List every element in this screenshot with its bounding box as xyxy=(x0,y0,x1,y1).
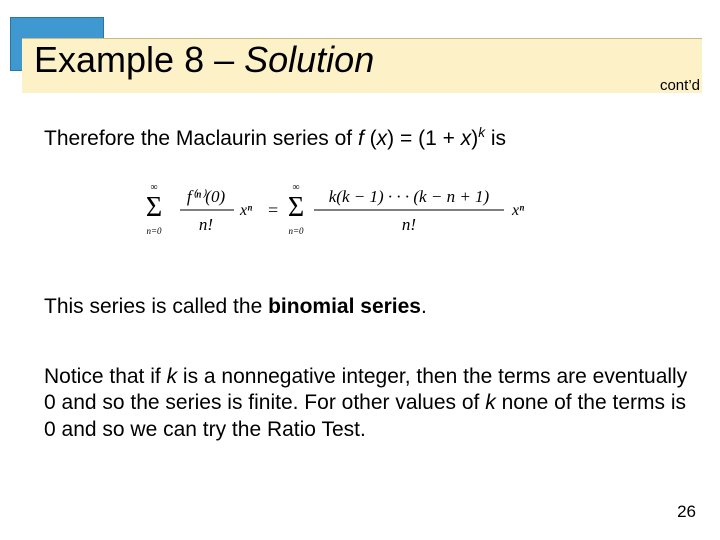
sum-lower-limit: n=0 xyxy=(288,226,304,236)
sum-sigma: Σ xyxy=(145,192,163,223)
intro-text: Therefore the Maclaurin series of xyxy=(44,127,358,150)
slide-title-italic: Solution xyxy=(244,39,375,80)
binomial-series-term: binomial series xyxy=(268,295,421,318)
exponent-k: k xyxy=(478,125,486,140)
variable-x: x xyxy=(376,127,388,150)
notice-text-2: is a nonnegative integer, then the terms are eventually 0 and so the series is finite. For other values of xyxy=(44,365,688,415)
intro-paragraph xyxy=(44,124,506,152)
continued-label: cont’d xyxy=(659,77,700,94)
lhs-numerator: f⁽ⁿ⁾(0) xyxy=(186,187,226,206)
lhs-x-term: xⁿ xyxy=(240,202,253,219)
sum-sigma: Σ xyxy=(287,192,305,223)
function-f: f xyxy=(357,127,364,150)
intro-open-paren: ( xyxy=(363,127,377,150)
notice-text-1: Notice that if xyxy=(44,365,167,388)
binomial-text: This series is called the xyxy=(44,295,269,318)
rhs-x-term: xⁿ xyxy=(512,202,525,219)
variable-k: k xyxy=(166,365,178,388)
sum-lower-limit: n=0 xyxy=(146,226,162,236)
equals-sign: = xyxy=(268,200,279,220)
intro-expression: ) = (1 + xyxy=(387,127,461,150)
notice-text-3: none of the terms is 0 and so we can try the Ratio Test. xyxy=(44,391,686,441)
variable-k: k xyxy=(485,391,496,415)
binomial-paragraph xyxy=(44,294,427,320)
intro-close-paren: ) xyxy=(471,127,479,150)
slide-title xyxy=(34,39,375,80)
page-number: 26 xyxy=(677,502,696,521)
sum-upper-limit: ∞ xyxy=(150,182,158,193)
variable-x: x xyxy=(460,127,472,150)
rhs-denominator: n! xyxy=(401,215,417,234)
intro-text-end: is xyxy=(485,127,507,150)
notice-paragraph xyxy=(44,364,694,443)
binomial-period: . xyxy=(421,295,427,318)
slide-title-main: Example 8 – xyxy=(34,39,245,80)
sum-upper-limit: ∞ xyxy=(292,182,300,193)
rhs-numerator: k(k − 1) · · · (k − n + 1) xyxy=(328,187,490,206)
maclaurin-series-formula xyxy=(140,180,560,242)
lhs-denominator: n! xyxy=(198,215,214,234)
